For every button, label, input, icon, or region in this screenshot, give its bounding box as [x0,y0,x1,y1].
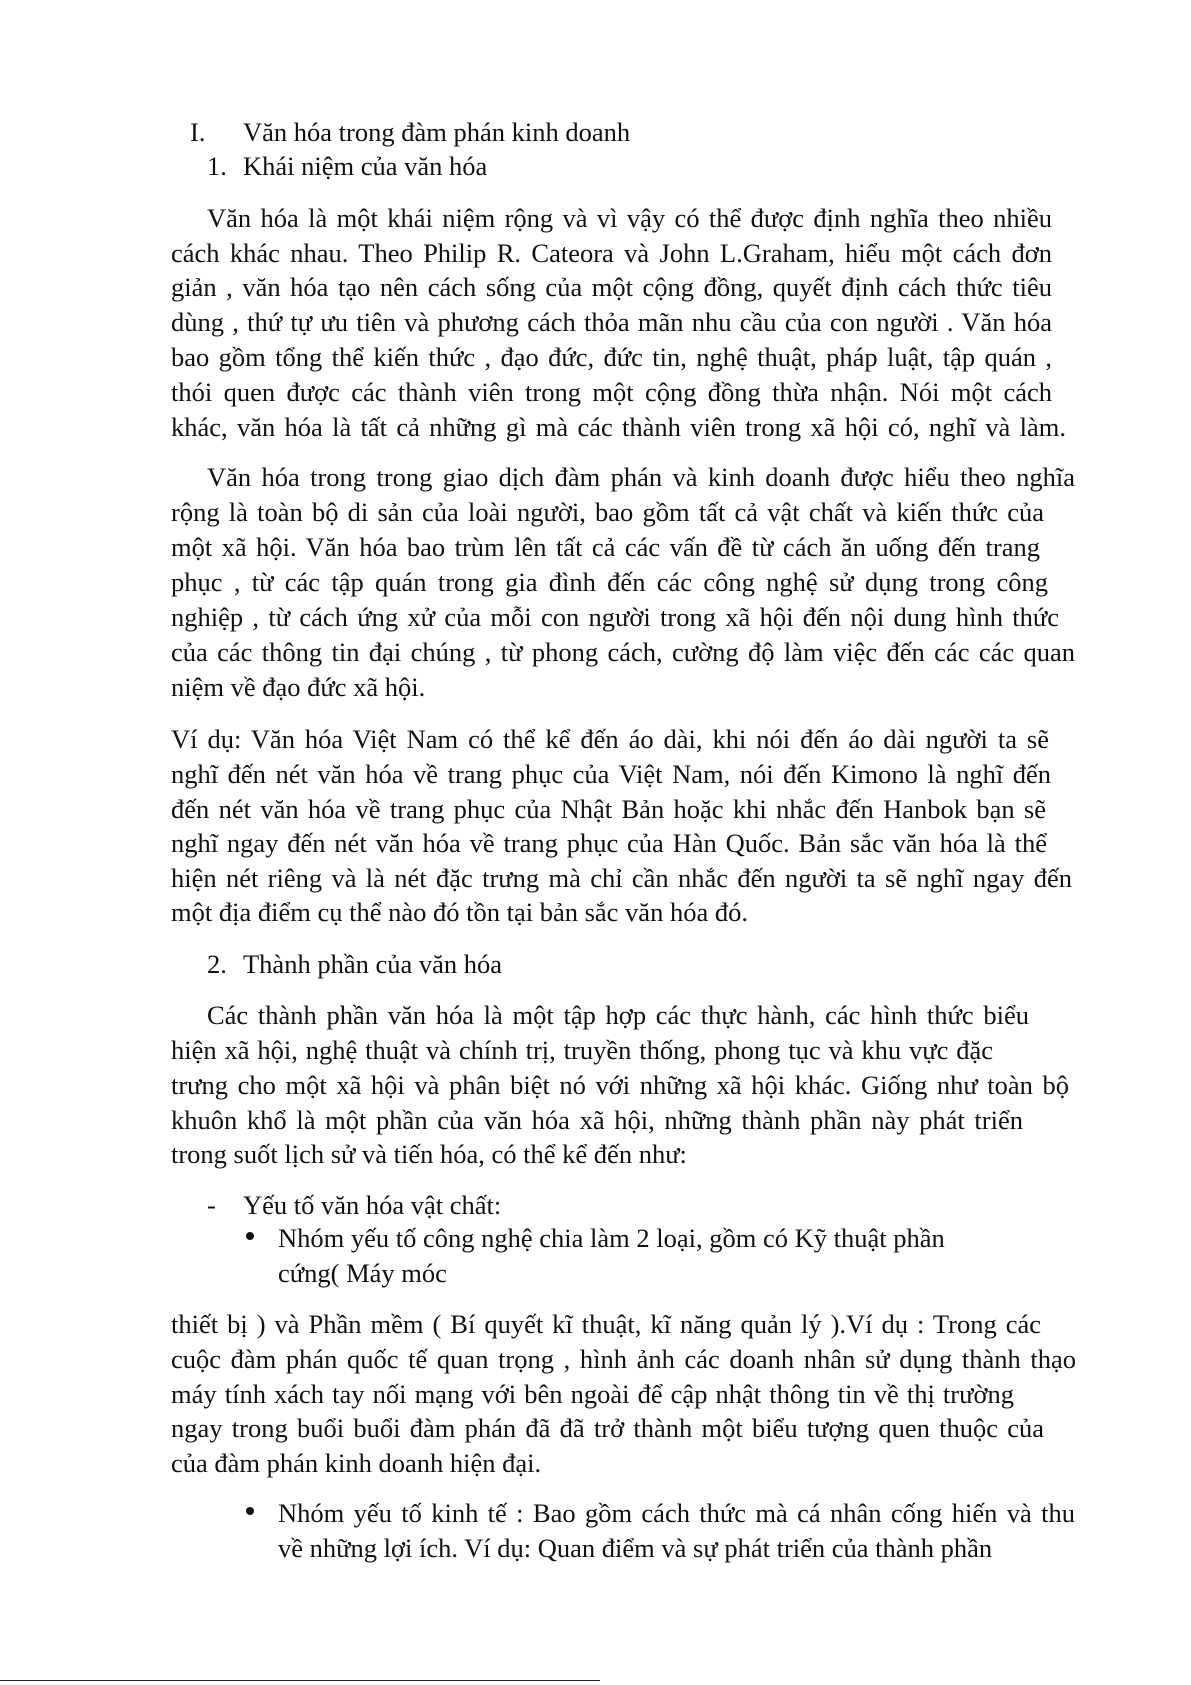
section-2-number: 2. [207,949,227,979]
section-2-heading: Thành phần của văn hóa [243,949,503,979]
paragraph-line: máy tính xách tay nối mạng với bên ngoài để cập nhật thông tin về thị trường [171,1379,1014,1409]
dash-item-text: Yếu tố văn hóa vật chất: [243,1190,502,1220]
paragraph-line: thiết bị ) và Phần mềm ( Bí quyết kĩ thuật, kĩ năng quản lý ).Ví dụ : Trong các [171,1309,1041,1339]
paragraph-line: của đàm phán kinh doanh hiện đại. [171,1448,542,1478]
paragraph-line: nghiệp , từ cách ứng xử của mỗi con người trong xã hội đến nội dung hình thức [171,602,1059,632]
heading-main-number: I. [190,117,206,147]
paragraph-line: Ví dụ: Văn hóa Việt Nam có thể kể đến áo dài, khi nói đến áo dài người ta sẽ [171,724,1049,754]
bullet-icon [246,1232,254,1240]
paragraph-line: của các thông tin đại chúng , từ phong cách, cường độ làm việc đến các các quan [171,637,1075,667]
paragraph-line: phục , từ các tập quán trong gia đình đến các công nghệ sử dụng trong công [171,567,1048,597]
footer-divider [0,1680,600,1681]
paragraph-line: bao gồm tổng thể kiến thức , đạo đức, đức tin, nghệ thuật, pháp luật, tập quán , [171,342,1052,372]
paragraph-line: nghĩ đến nét văn hóa về trang phục của Việt Nam, nói đến Kimono là nghĩ đến [171,759,1051,789]
dash-marker: - [207,1190,216,1220]
paragraph-line: trong suốt lịch sử và tiến hóa, có thể kể đến như: [171,1139,687,1169]
paragraph-line: một địa điểm cụ thể nào đó tồn tại bản sắc văn hóa đó. [171,897,748,927]
paragraph-line: dùng , thứ tự ưu tiên và phương cách thỏa mãn nhu cầu của con người . Văn hóa [171,307,1052,337]
paragraph-line: cách khác nhau. Theo Philip R. Cateora và John L.Graham, hiểu một cách đơn [171,238,1052,268]
bullet-1-line: Nhóm yếu tố công nghệ chia làm 2 loại, gồm có Kỹ thuật phần [278,1223,945,1253]
paragraph-line: khuôn khổ là một phần của văn hóa xã hội, những thành phần này phát triển [171,1105,1023,1135]
paragraph-line: hiện nét riêng và là nét đặc trưng mà chỉ cần nhắc đến người ta sẽ nghĩ ngay đến [171,863,1072,893]
paragraph-line: ngay trong buổi buổi đàm phán đã đã trở thành một biểu tượng quen thuộc của [171,1413,1044,1443]
paragraph-line: nghĩ ngay đến nét văn hóa về trang phục của Hàn Quốc. Bản sắc văn hóa là thể [171,828,1047,858]
paragraph-line: một xã hội. Văn hóa bao trùm lên tất cả các vấn đề từ cách ăn uống đến trang [171,532,1040,562]
paragraph-line: giản , văn hóa tạo nên cách sống của một cộng đồng, quyết định cách thức tiêu [171,272,1052,302]
paragraph-line: cuộc đàm phán quốc tế quan trọng , hình ảnh các doanh nhân sử dụng thành thạo [171,1344,1076,1374]
section-1-number: 1. [207,151,227,181]
paragraph-line: khác, văn hóa là tất cả những gì mà các thành viên trong xã hội có, nghĩ và làm. [171,412,1066,442]
paragraph-line: hiện xã hội, nghệ thuật và chính trị, truyền thống, phong tục và khu vực đặc [171,1035,993,1065]
paragraph-line: Văn hóa là một khái niệm rộng và vì vậy có thể được định nghĩa theo nhiều [207,203,1052,233]
paragraph-line: niệm về đạo đức xã hội. [171,672,426,702]
section-1-heading: Khái niệm của văn hóa [243,151,488,181]
bullet-2-line: Nhóm yếu tố kinh tế : Bao gồm cách thức mà cá nhân cống hiến và thu [278,1498,1075,1528]
paragraph-line: đến nét văn hóa về trang phục của Nhật Bản hoặc khi nhắc đến Hanbok bạn sẽ [171,794,1046,824]
paragraph-line: Văn hóa trong trong giao dịch đàm phán và kinh doanh được hiểu theo nghĩa [207,462,1075,492]
heading-main: Văn hóa trong đàm phán kinh doanh [243,117,631,147]
paragraph-line: Các thành phần văn hóa là một tập hợp các thực hành, các hình thức biểu [207,1000,1029,1030]
bullet-1-line: cứng( Máy móc [278,1258,447,1288]
bullet-2-line: về những lợi ích. Ví dụ: Quan điểm và sự phát triển của thành phần [278,1533,993,1563]
paragraph-line: rộng là toàn bộ di sản của loài người, bao gồm tất cả vật chất và kiến thức của [171,497,1044,527]
paragraph-line: trưng cho một xã hội và phân biệt nó với những xã hội khác. Giống như toàn bộ [171,1070,1069,1100]
paragraph-line: thói quen được các thành viên trong một cộng đồng thừa nhận. Nói một cách [171,377,1052,407]
bullet-icon [246,1507,254,1515]
